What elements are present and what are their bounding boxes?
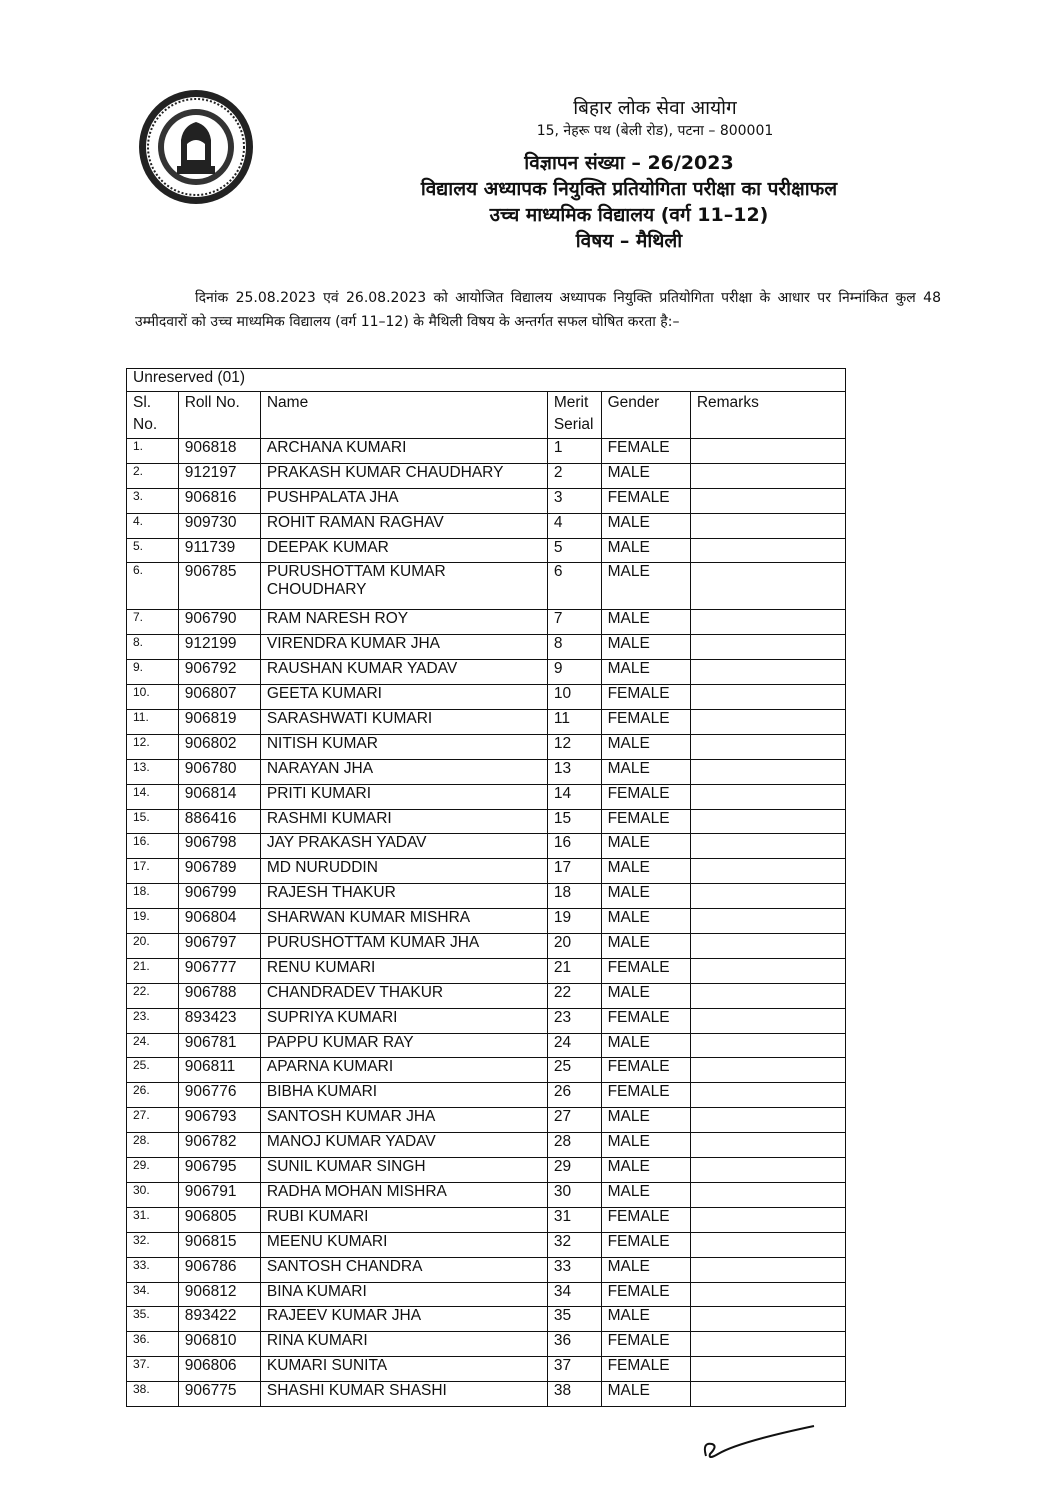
cell-sl: 35. (127, 1307, 179, 1332)
cell-roll: 906816 (178, 488, 260, 513)
cell-sl: 27. (127, 1108, 179, 1133)
cell-sl: 11. (127, 710, 179, 735)
cell-merit: 21 (547, 958, 601, 983)
table-row (127, 563, 846, 610)
table-row (127, 958, 846, 983)
cell-remarks (690, 439, 845, 464)
cell-remarks (690, 1108, 845, 1133)
cell-sl: 16. (127, 834, 179, 859)
cell-remarks (690, 1133, 845, 1158)
cell-name: RENU KUMARI (260, 958, 547, 983)
table-row (127, 1033, 846, 1058)
header-remarks: Remarks (690, 392, 845, 439)
cell-merit: 31 (547, 1207, 601, 1232)
cell-name: DEEPAK KUMAR (260, 538, 547, 563)
cell-roll: 893422 (178, 1307, 260, 1332)
cell-sl: 24. (127, 1033, 179, 1058)
cell-name: BINA KUMARI (260, 1282, 547, 1307)
cell-merit: 38 (547, 1382, 601, 1407)
cell-remarks (690, 1058, 845, 1083)
cell-gender: FEMALE (601, 1282, 690, 1307)
cell-roll: 906790 (178, 610, 260, 635)
cell-remarks (690, 463, 845, 488)
cell-remarks (690, 610, 845, 635)
cell-roll: 906785 (178, 563, 260, 610)
cell-sl: 5. (127, 538, 179, 563)
table-row (127, 513, 846, 538)
cell-merit: 7 (547, 610, 601, 635)
header-row (127, 392, 846, 439)
cell-name: RADHA MOHAN MISHRA (260, 1182, 547, 1207)
cell-name: SUPRIYA KUMARI (260, 1008, 547, 1033)
cell-sl: 25. (127, 1058, 179, 1083)
exam-title: विद्यालय अध्यापक नियुक्ति प्रतियोगिता परीक्षा का परीक्षाफल (420, 178, 838, 200)
cell-remarks (690, 734, 845, 759)
cell-name: RAJESH THAKUR (260, 884, 547, 909)
header-roll: Roll No. (178, 392, 260, 439)
cell-gender: FEMALE (601, 685, 690, 710)
cell-name: PRITI KUMARI (260, 784, 547, 809)
subject-title: विषय – मैथिली (575, 230, 683, 252)
cell-sl: 37. (127, 1357, 179, 1382)
cell-name: SANTOSH KUMAR JHA (260, 1108, 547, 1133)
cell-name: NITISH KUMAR (260, 734, 547, 759)
cell-remarks (690, 834, 845, 859)
cell-roll: 906795 (178, 1158, 260, 1183)
cell-sl: 33. (127, 1257, 179, 1282)
cell-remarks (690, 488, 845, 513)
cell-gender: MALE (601, 859, 690, 884)
table-row (127, 1083, 846, 1108)
cell-name: MANOJ KUMAR YADAV (260, 1133, 547, 1158)
cell-sl: 6. (127, 563, 179, 610)
cell-merit: 19 (547, 909, 601, 934)
cell-sl: 29. (127, 1158, 179, 1183)
school-level: उच्च माध्यमिक विद्यालय (वर्ग 11–12) (489, 204, 769, 226)
cell-merit: 23 (547, 1008, 601, 1033)
cell-roll: 906798 (178, 834, 260, 859)
cell-gender: MALE (601, 983, 690, 1008)
cell-sl: 1. (127, 439, 179, 464)
cell-roll: 906782 (178, 1133, 260, 1158)
cell-gender: MALE (601, 538, 690, 563)
cell-gender: MALE (601, 909, 690, 934)
cell-roll: 906818 (178, 439, 260, 464)
cell-name: SHARWAN KUMAR MISHRA (260, 909, 547, 934)
cell-sl: 26. (127, 1083, 179, 1108)
cell-gender: MALE (601, 463, 690, 488)
cell-roll: 886416 (178, 809, 260, 834)
cell-name: GEETA KUMARI (260, 685, 547, 710)
table-row (127, 538, 846, 563)
cell-gender: MALE (601, 934, 690, 959)
cell-sl: 34. (127, 1282, 179, 1307)
cell-remarks (690, 934, 845, 959)
cell-name: CHANDRADEV THAKUR (260, 983, 547, 1008)
cell-remarks (690, 1357, 845, 1382)
cell-name: SUNIL KUMAR SINGH (260, 1158, 547, 1183)
cell-roll: 906781 (178, 1033, 260, 1058)
cell-remarks (690, 710, 845, 735)
cell-remarks (690, 1307, 845, 1332)
table-row (127, 1282, 846, 1307)
cell-merit: 24 (547, 1033, 601, 1058)
cell-gender: MALE (601, 1382, 690, 1407)
cell-gender: FEMALE (601, 1008, 690, 1033)
cell-roll: 906775 (178, 1382, 260, 1407)
table-row (127, 909, 846, 934)
cell-remarks (690, 1182, 845, 1207)
cell-merit: 16 (547, 834, 601, 859)
cell-remarks (690, 660, 845, 685)
table-row (127, 983, 846, 1008)
cell-gender: MALE (601, 759, 690, 784)
cell-merit: 30 (547, 1182, 601, 1207)
intro-paragraph: दिनांक 25.08.2023 एवं 26.08.2023 को आयोजित विद्यालय अध्यापक नियुक्ति प्रतियोगिता परीक्षा के आधार पर निम्नांकित कुल 48 उम्मीदवारों को उच्च माध्यमिक विद्यालय (वर्ग 11–12) के मैथिली विषय के अन्तर्गत सफल घोषित करता है:– (135, 290, 941, 330)
cell-gender: FEMALE (601, 784, 690, 809)
cell-name: RAUSHAN KUMAR YADAV (260, 660, 547, 685)
advertisement-number: विज्ञापन संख्या – 26/2023 (524, 152, 734, 174)
header-name: Name (260, 392, 547, 439)
cell-remarks (690, 958, 845, 983)
commission-seal-emblem (137, 88, 255, 206)
cell-gender: MALE (601, 1257, 690, 1282)
table-row (127, 1058, 846, 1083)
cell-sl: 8. (127, 635, 179, 660)
cell-sl: 18. (127, 884, 179, 909)
cell-remarks (690, 1382, 845, 1407)
cell-name: SARASHWATI KUMARI (260, 710, 547, 735)
category-label: Unreserved (01) (127, 369, 846, 392)
table-row (127, 1232, 846, 1257)
cell-name: BIBHA KUMARI (260, 1083, 547, 1108)
cell-remarks (690, 983, 845, 1008)
cell-name: PAPPU KUMAR RAY (260, 1033, 547, 1058)
cell-name: PURUSHOTTAM KUMAR JHA (260, 934, 547, 959)
cell-name: APARNA KUMARI (260, 1058, 547, 1083)
cell-merit: 1 (547, 439, 601, 464)
org-address: 15, नेहरू पथ (बेली रोड), पटना – 800001 (536, 123, 774, 139)
cell-roll: 906802 (178, 734, 260, 759)
table-row (127, 934, 846, 959)
cell-sl: 2. (127, 463, 179, 488)
cell-roll: 912197 (178, 463, 260, 488)
cell-remarks (690, 1232, 845, 1257)
cell-sl: 15. (127, 809, 179, 834)
cell-gender: MALE (601, 1033, 690, 1058)
cell-roll: 906819 (178, 710, 260, 735)
cell-name: MEENU KUMARI (260, 1232, 547, 1257)
table-row (127, 1357, 846, 1382)
cell-remarks (690, 1083, 845, 1108)
cell-remarks (690, 635, 845, 660)
cell-sl: 21. (127, 958, 179, 983)
cell-remarks (690, 1158, 845, 1183)
cell-merit: 37 (547, 1357, 601, 1382)
table-row (127, 685, 846, 710)
table-row (127, 463, 846, 488)
cell-merit: 22 (547, 983, 601, 1008)
cell-remarks (690, 759, 845, 784)
table-row (127, 1133, 846, 1158)
cell-remarks (690, 884, 845, 909)
cell-sl: 7. (127, 610, 179, 635)
table-row (127, 859, 846, 884)
cell-merit: 14 (547, 784, 601, 809)
cell-sl: 20. (127, 934, 179, 959)
cell-merit: 10 (547, 685, 601, 710)
cell-merit: 34 (547, 1282, 601, 1307)
table-row (127, 1108, 846, 1133)
table-row (127, 809, 846, 834)
cell-name: RAJEEV KUMAR JHA (260, 1307, 547, 1332)
cell-merit: 6 (547, 563, 601, 610)
cell-roll: 906789 (178, 859, 260, 884)
cell-roll: 906786 (178, 1257, 260, 1282)
cell-merit: 29 (547, 1158, 601, 1183)
cell-sl: 31. (127, 1207, 179, 1232)
cell-gender: MALE (601, 734, 690, 759)
table-row (127, 635, 846, 660)
cell-gender: FEMALE (601, 1083, 690, 1108)
table-row (127, 1382, 846, 1407)
cell-roll: 893423 (178, 1008, 260, 1033)
cell-merit: 20 (547, 934, 601, 959)
table-row (127, 1307, 846, 1332)
table-row (127, 1207, 846, 1232)
cell-sl: 17. (127, 859, 179, 884)
org-name: बिहार लोक सेवा आयोग (573, 97, 737, 119)
cell-sl: 9. (127, 660, 179, 685)
cell-sl: 12. (127, 734, 179, 759)
cell-name: PRAKASH KUMAR CHAUDHARY (260, 463, 547, 488)
cell-merit: 13 (547, 759, 601, 784)
cell-name: JAY PRAKASH YADAV (260, 834, 547, 859)
cell-gender: MALE (601, 1108, 690, 1133)
cell-merit: 12 (547, 734, 601, 759)
cell-merit: 26 (547, 1083, 601, 1108)
cell-gender: FEMALE (601, 1207, 690, 1232)
cell-sl: 36. (127, 1332, 179, 1357)
cell-roll: 906792 (178, 660, 260, 685)
table-row (127, 1182, 846, 1207)
cell-gender: MALE (601, 563, 690, 610)
cell-remarks (690, 1033, 845, 1058)
table-body (127, 439, 846, 1407)
cell-merit: 35 (547, 1307, 601, 1332)
table-row (127, 660, 846, 685)
cell-gender: FEMALE (601, 710, 690, 735)
cell-gender: MALE (601, 660, 690, 685)
cell-roll: 906805 (178, 1207, 260, 1232)
cell-merit: 27 (547, 1108, 601, 1133)
cell-remarks (690, 1257, 845, 1282)
cell-sl: 10. (127, 685, 179, 710)
cell-name: RINA KUMARI (260, 1332, 547, 1357)
table-row (127, 1158, 846, 1183)
table-row (127, 884, 846, 909)
cell-remarks (690, 685, 845, 710)
cell-roll: 906811 (178, 1058, 260, 1083)
document-header (250, 96, 990, 254)
cell-roll: 906815 (178, 1232, 260, 1257)
signature (698, 1420, 818, 1470)
header-gender: Gender (601, 392, 690, 439)
cell-gender: MALE (601, 610, 690, 635)
cell-sl: 19. (127, 909, 179, 934)
cell-roll: 906814 (178, 784, 260, 809)
cell-merit: 5 (547, 538, 601, 563)
cell-sl: 14. (127, 784, 179, 809)
cell-merit: 8 (547, 635, 601, 660)
cell-merit: 36 (547, 1332, 601, 1357)
cell-roll: 909730 (178, 513, 260, 538)
cell-roll: 906777 (178, 958, 260, 983)
cell-roll: 906812 (178, 1282, 260, 1307)
cell-gender: MALE (601, 635, 690, 660)
cell-name: MD NURUDDIN (260, 859, 547, 884)
table-row (127, 710, 846, 735)
cell-gender: FEMALE (601, 1232, 690, 1257)
table-row (127, 784, 846, 809)
cell-gender: FEMALE (601, 1058, 690, 1083)
cell-remarks (690, 859, 845, 884)
table-row (127, 1257, 846, 1282)
cell-merit: 17 (547, 859, 601, 884)
cell-roll: 911739 (178, 538, 260, 563)
cell-sl: 3. (127, 488, 179, 513)
cell-gender: MALE (601, 1307, 690, 1332)
cell-name: PURUSHOTTAM KUMAR CHOUDHARY (260, 563, 547, 610)
cell-remarks (690, 1332, 845, 1357)
cell-roll: 906806 (178, 1357, 260, 1382)
cell-remarks (690, 1282, 845, 1307)
cell-sl: 30. (127, 1182, 179, 1207)
header-sl: Sl. No. (127, 392, 179, 439)
cell-roll: 906799 (178, 884, 260, 909)
cell-merit: 32 (547, 1232, 601, 1257)
cell-gender: MALE (601, 1158, 690, 1183)
cell-sl: 38. (127, 1382, 179, 1407)
cell-gender: MALE (601, 513, 690, 538)
table-row (127, 488, 846, 513)
cell-name: NARAYAN JHA (260, 759, 547, 784)
cell-gender: FEMALE (601, 439, 690, 464)
cell-gender: MALE (601, 1133, 690, 1158)
cell-name: VIRENDRA KUMAR JHA (260, 635, 547, 660)
cell-sl: 4. (127, 513, 179, 538)
cell-name: RAM NARESH ROY (260, 610, 547, 635)
cell-gender: FEMALE (601, 809, 690, 834)
cell-gender: FEMALE (601, 1357, 690, 1382)
cell-name: SHASHI KUMAR SHASHI (260, 1382, 547, 1407)
cell-gender: MALE (601, 884, 690, 909)
table-row (127, 834, 846, 859)
cell-sl: 23. (127, 1008, 179, 1033)
table-row (127, 610, 846, 635)
table-row (127, 1332, 846, 1357)
cell-merit: 33 (547, 1257, 601, 1282)
cell-remarks (690, 909, 845, 934)
cell-remarks (690, 538, 845, 563)
cell-roll: 906793 (178, 1108, 260, 1133)
cell-sl: 13. (127, 759, 179, 784)
cell-merit: 4 (547, 513, 601, 538)
cell-remarks (690, 1207, 845, 1232)
cell-name: RASHMI KUMARI (260, 809, 547, 834)
cell-remarks (690, 513, 845, 538)
cell-roll: 906797 (178, 934, 260, 959)
cell-roll: 906791 (178, 1182, 260, 1207)
cell-name: RUBI KUMARI (260, 1207, 547, 1232)
cell-roll: 906807 (178, 685, 260, 710)
cell-merit: 9 (547, 660, 601, 685)
cell-name: SANTOSH CHANDRA (260, 1257, 547, 1282)
cell-merit: 2 (547, 463, 601, 488)
cell-roll: 906810 (178, 1332, 260, 1357)
cell-merit: 3 (547, 488, 601, 513)
cell-name: KUMARI SUNITA (260, 1357, 547, 1382)
cell-name: ARCHANA KUMARI (260, 439, 547, 464)
cell-gender: FEMALE (601, 488, 690, 513)
cell-roll: 906804 (178, 909, 260, 934)
cell-sl: 32. (127, 1232, 179, 1257)
cell-sl: 28. (127, 1133, 179, 1158)
cell-gender: FEMALE (601, 958, 690, 983)
cell-merit: 18 (547, 884, 601, 909)
table-row (127, 734, 846, 759)
cell-merit: 15 (547, 809, 601, 834)
cell-remarks (690, 1008, 845, 1033)
cell-remarks (690, 784, 845, 809)
cell-merit: 11 (547, 710, 601, 735)
results-table (126, 368, 846, 1407)
table-row (127, 439, 846, 464)
cell-gender: MALE (601, 1182, 690, 1207)
cell-gender: MALE (601, 834, 690, 859)
cell-roll: 906788 (178, 983, 260, 1008)
cell-roll: 906780 (178, 759, 260, 784)
cell-sl: 22. (127, 983, 179, 1008)
cell-remarks (690, 563, 845, 610)
cell-name: PUSHPALATA JHA (260, 488, 547, 513)
header-merit: Merit Serial (547, 392, 601, 439)
cell-merit: 25 (547, 1058, 601, 1083)
cell-remarks (690, 809, 845, 834)
table-row (127, 759, 846, 784)
table-row (127, 1008, 846, 1033)
cell-merit: 28 (547, 1133, 601, 1158)
cell-roll: 912199 (178, 635, 260, 660)
cell-gender: FEMALE (601, 1332, 690, 1357)
cell-name: ROHIT RAMAN RAGHAV (260, 513, 547, 538)
cell-roll: 906776 (178, 1083, 260, 1108)
